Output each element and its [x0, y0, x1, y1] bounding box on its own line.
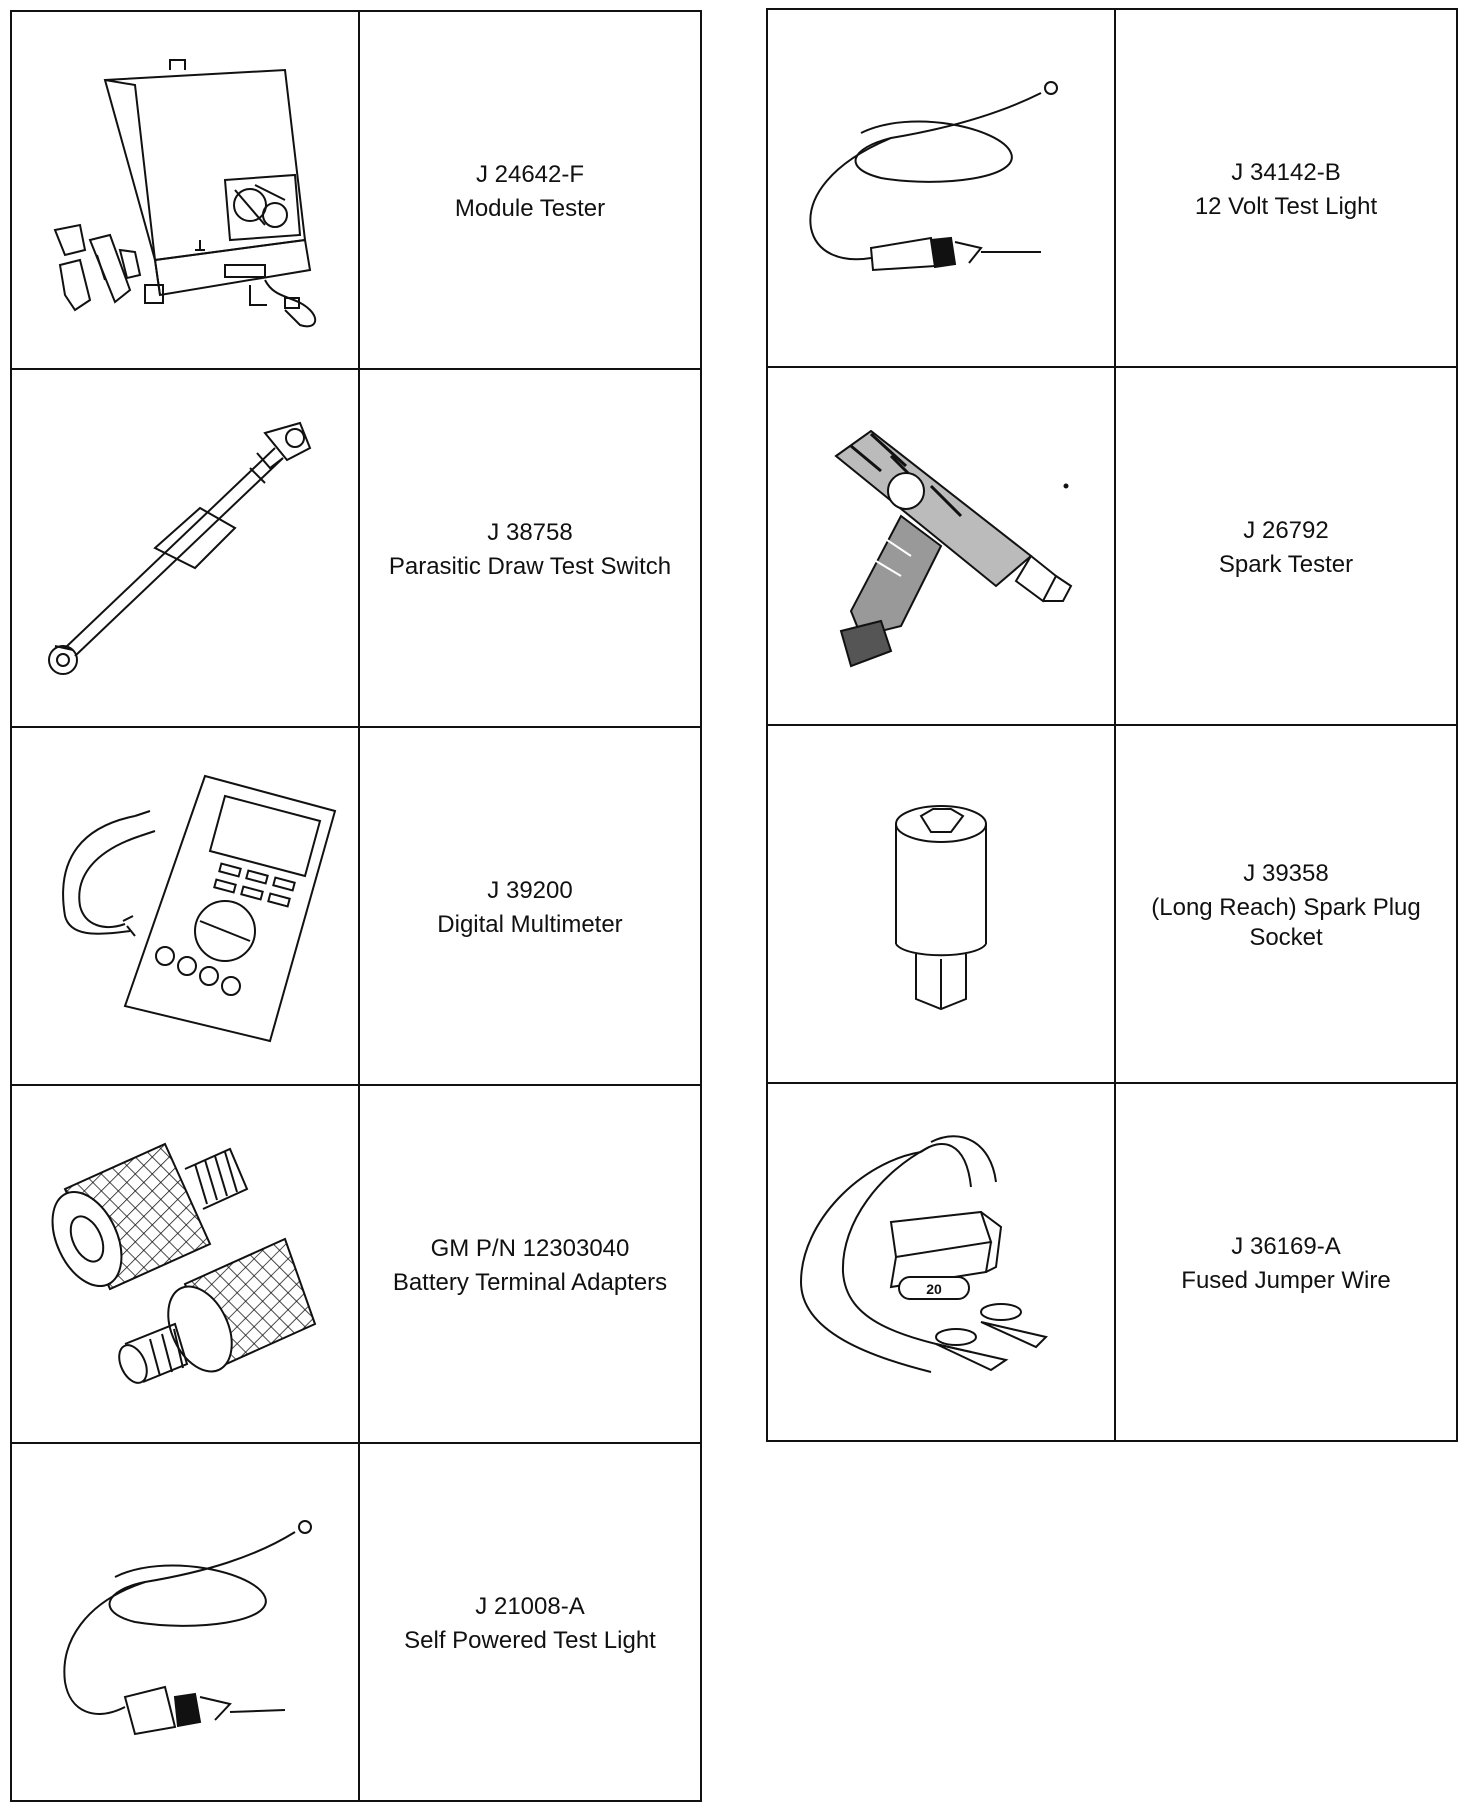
tool-row — [767, 1083, 1457, 1441]
tool-name: Battery Terminal Adapters — [392, 1269, 668, 1296]
tool-illustration-cell — [11, 727, 359, 1085]
multimeter-icon — [25, 756, 345, 1056]
tool-number: J 38758 — [487, 519, 573, 546]
tool-row — [11, 1443, 701, 1801]
tool-label-cell — [1115, 9, 1457, 367]
tool-row — [11, 11, 701, 369]
tool-illustration-cell — [767, 725, 1115, 1083]
tool-illustration-cell — [11, 1443, 359, 1801]
battery-adapters-icon — [25, 1114, 345, 1414]
tool-illustration-cell — [11, 369, 359, 727]
tool-label-cell — [359, 1443, 701, 1801]
test-light-icon — [781, 38, 1101, 338]
tool-label-cell — [1115, 725, 1457, 1083]
tool-number: J 21008-A — [475, 1593, 585, 1620]
test-light-icon — [25, 1472, 345, 1772]
tool-name: Parasitic Draw Test Switch — [388, 553, 672, 580]
tool-label-cell — [1115, 367, 1457, 725]
tool-table-right — [766, 8, 1458, 1442]
tool-illustration-cell — [767, 367, 1115, 725]
tool-number: J 26792 — [1243, 517, 1329, 544]
tool-name: (Long Reach) Spark Plug Socket — [1151, 894, 1421, 951]
parasitic-draw-switch-icon — [25, 398, 345, 698]
tool-number: J 36169-A — [1231, 1233, 1341, 1260]
tool-name: Self Powered Test Light — [404, 1627, 656, 1654]
module-tester-case-icon — [35, 40, 335, 340]
tool-row — [11, 369, 701, 727]
tool-row — [767, 367, 1457, 725]
tool-number: J 39200 — [487, 877, 573, 904]
spark-plug-socket-icon — [781, 754, 1101, 1054]
tool-name: 12 Volt Test Light — [1194, 193, 1378, 220]
tool-label-cell — [359, 11, 701, 369]
tool-number: J 34142-B — [1231, 159, 1341, 186]
fused-jumper-wire-icon — [781, 1112, 1101, 1412]
fuse-rating: 20 — [926, 1281, 942, 1297]
tool-row — [767, 9, 1457, 367]
tool-row — [767, 725, 1457, 1083]
tool-row — [11, 1085, 701, 1443]
tool-illustration-cell — [11, 11, 359, 369]
tool-number: GM P/N 12303040 — [430, 1235, 630, 1262]
tool-label-cell — [1115, 1083, 1457, 1441]
tool-illustration-cell — [11, 1085, 359, 1443]
tool-label-cell — [359, 369, 701, 727]
tool-illustration-cell — [767, 1083, 1115, 1441]
tool-table-left — [10, 10, 702, 1802]
tool-number: J 39358 — [1243, 860, 1329, 887]
tool-row — [11, 727, 701, 1085]
tool-name: Fused Jumper Wire — [1181, 1267, 1391, 1294]
tool-name: Digital Multimeter — [437, 911, 623, 938]
tool-name: Spark Tester — [1218, 551, 1354, 578]
tool-label-cell — [359, 1085, 701, 1443]
spark-tester-icon — [781, 396, 1101, 696]
tool-label-cell — [359, 727, 701, 1085]
tool-name: Module Tester — [454, 195, 606, 222]
tool-illustration-cell — [767, 9, 1115, 367]
tool-number: J 24642-F — [475, 161, 585, 188]
